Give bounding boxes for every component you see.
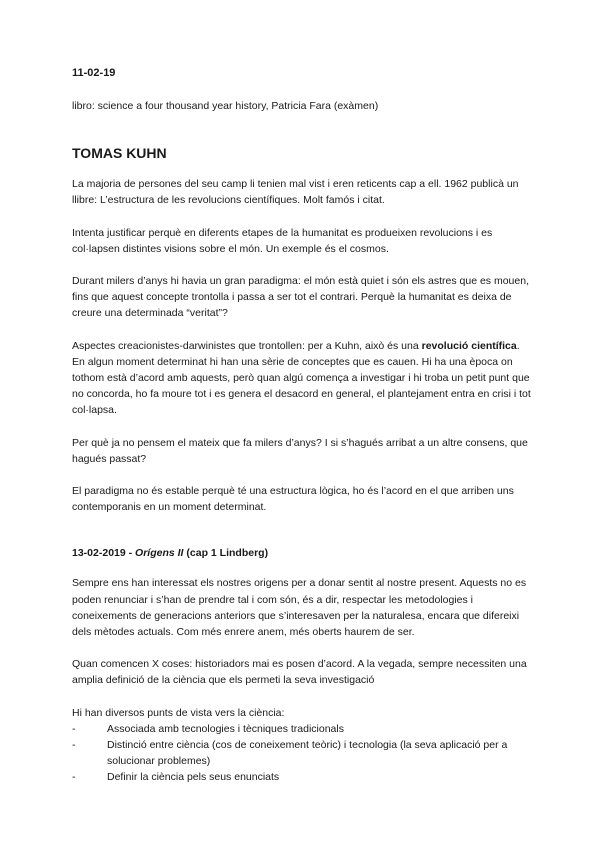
- section-heading: TOMAS KUHN: [72, 145, 167, 162]
- book-reference: libro: science a four thousand year history, Patricia Fara (exàmen): [72, 100, 379, 112]
- paragraph: La majoria de persones del seu camp li tenien mal vist i eren reticents cap a ell. 1962 publicà un llibre: L’estructura de les revolucions científiques. Molt famós i citat.: [72, 178, 519, 207]
- paragraph: Quan comencen X coses: historiadors mai es posen d’acord. A la vegada, sempre necessiten una amplia definició de la ciència que els permeti la seva investigació: [72, 658, 527, 687]
- paragraph: Intenta justificar perquè en diferents etapes de la humanitat es produeixen revolucions i es col·lapsen distintes visions sobre el món. Un exemple és el cosmos.: [72, 226, 493, 255]
- paragraph: El paradigma no és estable perquè té una estructura lògica, ho és l’acord en el que arriben uns contemporanis en un moment determinat.: [72, 485, 514, 514]
- paragraph: Durant milers d’anys hi havia un gran paradigma: el món està quiet i són els astres que es mouen, fins que aquest concepte trontolla i passa a ser tot el contrari. Perquè la humanitat es deixa de creure una determinada “veritat”?: [72, 275, 529, 320]
- paragraph-text: Aspectes creacionistes-darwinistes que trontollen: per a Kuhn, això és una: [72, 339, 422, 352]
- bullet-list: [72, 721, 534, 786]
- entry-title: Orígens II: [135, 547, 184, 560]
- paragraph: Sempre ens han interessat els nostres origens per a donar sentit al nostre present. Aquests no es poden renunciar i s’han de prendre tal i com són, és a dir, respectar les metodologies i coneixements de generacions anteriors que s’interesaven per la naturalesa, encara que difereixi dels mètodes actuals. Com més enrere anem, més oberts haurem de ser.: [72, 577, 527, 639]
- paragraph-text: . En algun moment determinat hi han una sèrie de conceptes que es cauen. Hi ha una època on tothom està d’acord amb aquests, però quan algú comença a investigar i hi troba un petit punt que no concorda, ho fa moure tot i es genera el desacord en general, el plantejament entra en crisi i tot col·lapsa.: [72, 339, 531, 417]
- list-intro: Hi han diversos punts de vista vers la ciència:: [72, 706, 285, 719]
- bold-term: revolució científica: [421, 339, 517, 352]
- list-item: - Definir la ciència pels seus enunciats: [72, 769, 534, 785]
- document-page: [72, 66, 534, 786]
- entry-heading: [72, 545, 534, 561]
- paragraph: [72, 338, 534, 419]
- entry-date: 11-02-19: [72, 67, 116, 79]
- entry-date: 13-02-2019 -: [72, 547, 136, 560]
- list-item: - Associada amb tecnologies i tècniques tradicionals: [72, 721, 534, 737]
- entry-subtitle: (cap 1 Lindberg): [183, 547, 269, 560]
- list-item: - Distinció entre ciència (cos de coneixement teòric) i tecnologia (la seva aplicació per a solucionar problemes): [72, 737, 534, 769]
- paragraph: Per què ja no pensem el mateix que fa milers d’anys? I si s’hagués arribat a un altre consens, que hagués passat?: [72, 436, 528, 465]
